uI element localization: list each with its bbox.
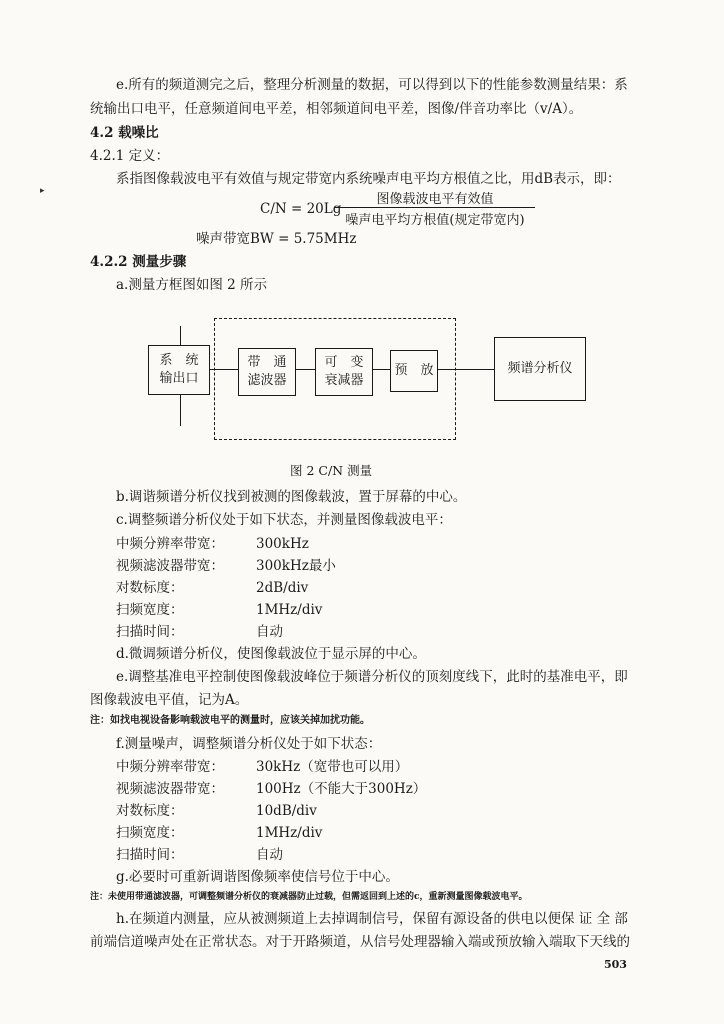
- setting-c-value: 1MHz/div: [256, 602, 323, 618]
- bandpass-label-1: 带 通: [247, 355, 287, 370]
- setting-c-value: 2dB/div: [256, 580, 309, 596]
- margin-mark: ▸: [40, 186, 45, 196]
- step-b: b.调谐频谱分析仪找到被测的图像载波，置于屏幕的中心。: [116, 489, 467, 505]
- step-g: g.必要时可重新调谐图像频率使信号位于中心。: [116, 869, 399, 885]
- setting-c-value: 300kHz: [256, 536, 309, 552]
- para-e-line2: 统输出口电平，任意频道间电平差，相邻频道间电平差，图像/伴音功率比（v/A）。: [90, 101, 583, 117]
- setting-c-key: 中频分辨率带宽：: [116, 536, 224, 552]
- preamp-box: [390, 350, 438, 392]
- setting-f-key: 中频分辨率带宽：: [116, 759, 224, 775]
- note-2: 注：未使用带通滤波器，可调整频谱分析仪的衰减器防止过载，但需返回到上述的c，重新测量图像载波电平。: [90, 892, 528, 902]
- page-number: 503: [604, 958, 627, 971]
- step-e-line2: 图像载波电平值，记为A。: [90, 692, 249, 708]
- system-output-box: [148, 345, 210, 395]
- definition-text: 系指图像载波电平有效值与规定带宽内系统噪声电平均方根值之比，用dB表示，即：: [116, 171, 621, 187]
- para-e-line1: e.所有的频道测完之后，整理分析测量的数据，可以得到以下的性能参数测量结果：系: [116, 77, 628, 93]
- spectrum-analyzer-box: [494, 337, 586, 401]
- step-d: d.微调频谱分析仪，使图像载波位于显示屏的中心。: [116, 646, 426, 662]
- setting-f-key: 扫描时间：: [116, 847, 184, 863]
- setting-c-key: 对数标度：: [116, 580, 184, 596]
- setting-c-key: 视频滤波器带宽：: [116, 558, 224, 574]
- formula-denominator: 噪声电平均方根值(规定带宽内): [345, 213, 525, 228]
- setting-f-key: 扫频宽度：: [116, 825, 184, 841]
- setting-c-key: 扫频宽度：: [116, 602, 184, 618]
- step-a: a.测量方框图如图 2 所示: [116, 277, 268, 293]
- section-4-2-heading: 4.2 载噪比: [90, 125, 159, 141]
- variable-attenuator-box: [315, 348, 373, 396]
- setting-c-value: 300kHz最小: [256, 558, 336, 574]
- setting-f-key: 视频滤波器带宽：: [116, 781, 224, 797]
- attenuator-label-1: 可 变: [324, 355, 364, 370]
- setting-f-value: 1MHz/div: [256, 825, 323, 841]
- bandpass-label-2: 滤波器: [247, 373, 287, 388]
- section-4-2-2-heading: 4.2.2 测量步骤: [90, 254, 187, 270]
- formula-numerator: 图像载波电平有效值: [376, 192, 494, 207]
- setting-f-value: 10dB/div: [256, 803, 317, 819]
- formula-lhs: C/N = 20Lg: [260, 201, 342, 217]
- setting-f-value: 100Hz（不能大于300Hz）: [256, 781, 427, 797]
- note-1: 注：如找电视设备影响载波电平的测量时，应该关掉加扰功能。: [90, 715, 370, 726]
- preamp-label: 预 放: [394, 363, 434, 378]
- attenuator-label-2: 衰减器: [324, 373, 364, 388]
- setting-f-key: 对数标度：: [116, 803, 184, 819]
- setting-c-key: 扫描时间：: [116, 624, 184, 640]
- setting-f-value: 自动: [256, 847, 283, 863]
- analyzer-label: 频谱分析仪: [507, 361, 573, 376]
- step-e-line1: e.调整基准电平控制使图像载波峰位于频谱分析仪的顶刻度线下，此时的基准电平，即: [116, 669, 628, 685]
- noise-bandwidth: 噪声带宽BW = 5.75MHz: [196, 231, 357, 247]
- bandpass-filter-box: [238, 348, 296, 396]
- step-c: c.调整频谱分析仪处于如下状态，并测量图像载波电平：: [116, 512, 452, 528]
- step-h-line1: h.在频道内测量，应从被测频道上去掉调制信号，保留有源设备的供电以便保 证 全 部: [116, 911, 628, 927]
- system-output-label-1: 系 统: [159, 353, 199, 368]
- setting-f-value: 30kHz（宽带也可以用）: [256, 759, 409, 775]
- section-4-2-1-heading: 4.2.1 定义：: [90, 148, 170, 164]
- step-h-line2: 前端信道噪声处在正常状态。对于开路频道，从信号处理器输入端或预放输入端取下天线的: [90, 934, 630, 950]
- figure-caption: 图 2 C/N 测量: [290, 463, 373, 478]
- setting-c-value: 自动: [256, 624, 283, 640]
- step-f: f.测量噪声，调整频谱分析仪处于如下状态：: [116, 736, 382, 752]
- system-output-label-2: 输出口: [159, 371, 199, 386]
